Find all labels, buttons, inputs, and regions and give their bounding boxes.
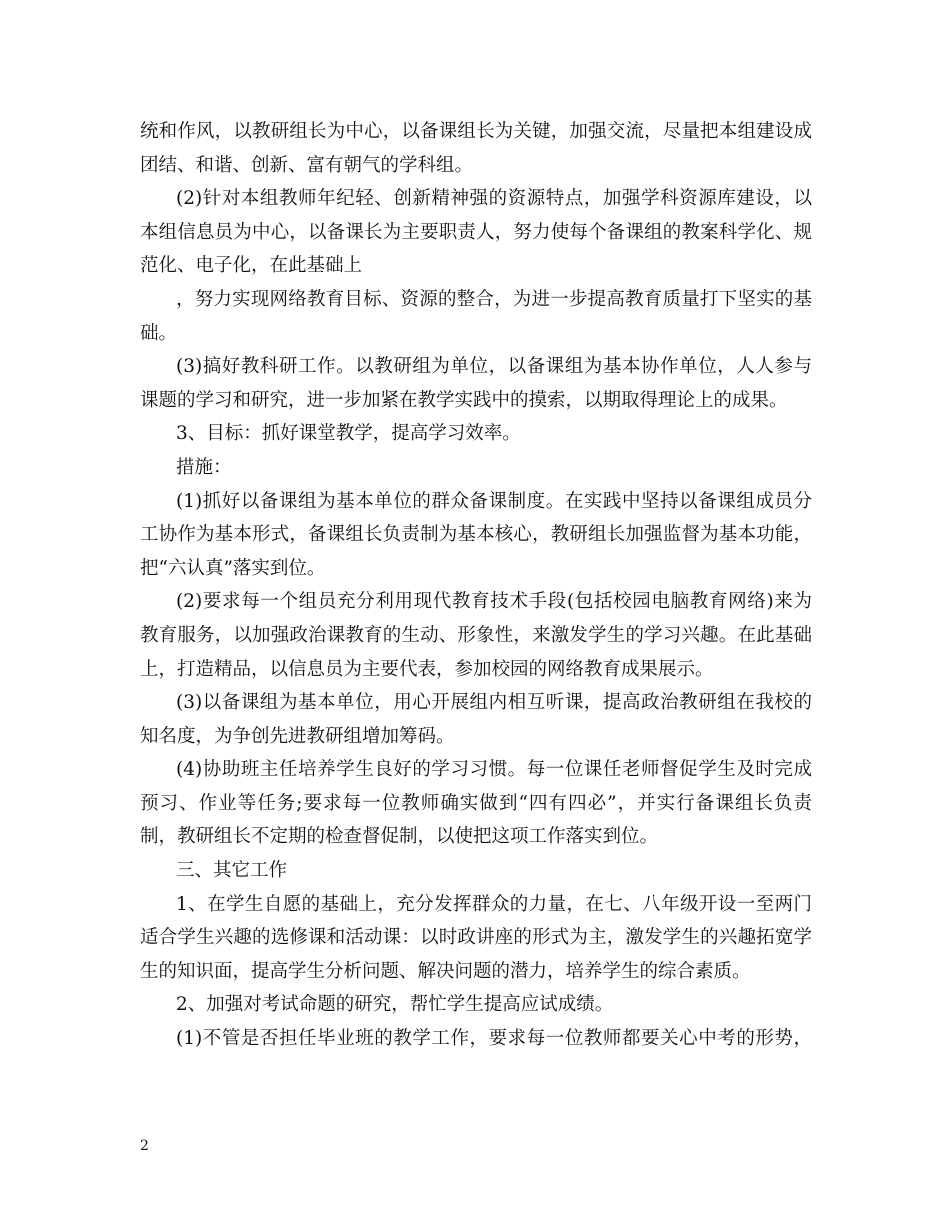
paragraph <box>140 1022 812 1056</box>
text-line: 本组信息员为中心，以备课长为主要职责人，努力使每个备课组的教案科学化、规 <box>140 221 812 243</box>
paragraph <box>140 888 812 989</box>
text-line: 适合学生兴趣的选修课和活动课：以时政讲座的形式为主，激发学生的兴趣拓宽学 <box>140 927 812 949</box>
text-line: (2)针对本组教师年纪轻、创新精神强的资源特点，加强学科资源库建设，以 <box>176 188 812 210</box>
paragraph <box>140 753 812 854</box>
text-line: 础。 <box>140 322 178 344</box>
text-line: 预习、作业等任务;要求每一位教师确实做到“四有四必”，并实行备课组长负责 <box>140 792 812 814</box>
paragraph <box>140 485 812 586</box>
text-line: 把“六认真”落实到位。 <box>140 557 326 579</box>
text-line: 上，打造精品，以信息员为主要代表，参加校园的网络教育成果展示。 <box>140 658 714 680</box>
text-line: 1、在学生自愿的基础上，充分发挥群众的力量，在七、八年级开设一至两门 <box>176 893 812 915</box>
paragraph <box>140 988 812 1022</box>
text-line: 统和作风，以教研组长为中心，以备课组长为关键，加强交流，尽量把本组建设成 <box>140 121 812 142</box>
text-line: 课题的学习和研究，进一步加紧在教学实践中的摸索，以期取得理论上的成果。 <box>140 389 788 411</box>
text-line: 制，教研组长不定期的检查督促制，以使把这项工作落实到位。 <box>140 826 659 848</box>
text-line: (3)搞好教科研工作。以教研组为单位，以备课组为基本协作单位，人人参与 <box>176 356 812 378</box>
paragraph <box>140 686 812 753</box>
text-line: (2)要求每一个组员充分利用现代教育技术手段(包括校园电脑教育网络)来为 <box>176 591 812 613</box>
text-line: 生的知识面，提高学生分析问题、解决问题的潜力，培养学生的综合素质。 <box>140 960 751 982</box>
text-line: 三、其它工作 <box>176 860 288 882</box>
paragraph <box>140 350 812 417</box>
text-line: ，努力实现网络教育目标、资源的整合，为进一步提高教育质量打下坚实的基 <box>176 288 812 310</box>
text-line: 2、加强对考试命题的研究，帮忙学生提高应试成绩。 <box>176 994 614 1016</box>
text-line: 范化、电子化，在此基础上 <box>140 255 363 277</box>
text-line: (3)以备课组为基本单位，用心开展组内相互听课，提高政治教研组在我校的 <box>176 692 812 714</box>
text-line: 知名度，为争创先进教研组增加筹码。 <box>140 725 455 747</box>
document-body <box>140 115 812 1056</box>
text-line: 措施： <box>176 456 232 478</box>
text-line: 教育服务，以加强政治课教育的生动、形象性，来激发学生的学习兴趣。在此基础 <box>140 624 812 646</box>
text-line: 3、目标：抓好课堂教学，提高学习效率。 <box>176 423 521 445</box>
paragraph <box>140 283 812 350</box>
paragraph <box>140 451 812 485</box>
text-line: 团结、和谐、创新、富有朝气的学科组。 <box>140 154 474 176</box>
page-number: 2 <box>140 1138 149 1154</box>
text-line: (1)抓好以备课组为基本单位的群众备课制度。在实践中坚持以备课组成员分 <box>176 490 812 512</box>
text-line: 工协作为基本形式，备课组长负责制为基本核心，教研组长加强监督为基本功能， <box>140 524 812 546</box>
paragraph <box>140 417 812 451</box>
paragraph <box>140 182 812 283</box>
text-line: (1)不管是否担任毕业班的教学工作，要求每一位教师都要关心中考的形势， <box>176 1028 812 1050</box>
text-line: (4)协助班主任培养学生良好的学习习惯。每一位课任老师督促学生及时完成 <box>176 759 812 781</box>
paragraph <box>140 854 812 888</box>
paragraph <box>140 115 812 182</box>
paragraph <box>140 585 812 686</box>
